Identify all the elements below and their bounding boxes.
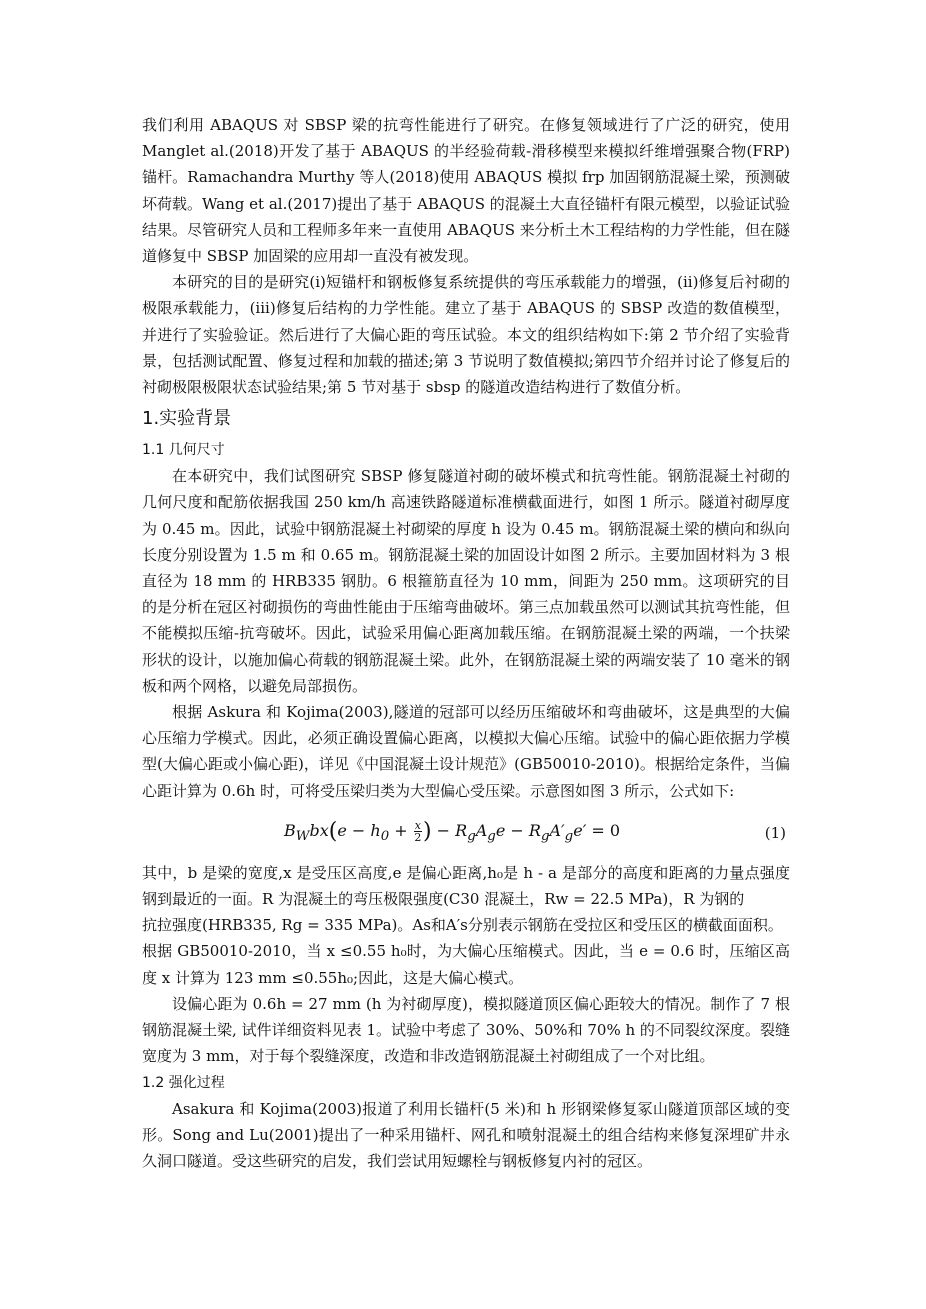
paragraph-reinforcement: Asakura 和 Kojima(2003)报道了利用长锚杆(5 米)和 h 形钢梁修复冢山隧道顶部区域的变形。Song and Lu(2001)提出了一种采用锚杆、网孔和喷射混凝土的组合结构来修复深埋矿井永久洞口隧道。受这些研究的启发，我们尝试用短螺栓与钢板修复内衬的冠区。 xyxy=(142,1099,790,1170)
section-heading-1: 1.实验背景 xyxy=(142,408,232,430)
paragraph-tensile: 抗拉强度(HRB335, Rg = 335 MPa)。As和A′s分别表示钢筋在受拉区和受压区的横截面面积。 xyxy=(142,916,783,935)
equation-number: (1) xyxy=(764,823,786,842)
paragraph-intro-1: 我们利用 ABAQUS 对 SBSP 梁的抗弯性能进行了研究。在修复领域进行了广泛的研究，使用 Manglet al.(2018)开发了基于 ABAQUS 的半经验荷载-滑移模型来模拟纤维增强聚合物(FRP)锚杆。Ramachandra Murthy 等人(2018)使用 ABAQUS 模拟 frp 加固钢筋混凝土梁，预测破坏荷载。Wang et al.(2017)提出了基于 ABAQUS 的混凝土大直径锚杆有限元模型，以验证试验结果。尽管研究人员和工程师多年来一直使用 ABAQUS 来分析土木工程结构的力学性能，但在隧道修复中 SBSP 加固梁的应用却一直没有被发现。 xyxy=(142,116,790,266)
paper-body xyxy=(142,112,790,1174)
paragraph-where: 其中，b 是梁的宽度,x 是受压区高度,e 是偏心距离,h₀是 h - a 是部分的高度和距离的力量点强度钢到最近的一面。R 为混凝土的弯压极限强度(C30 混凝土，Rw = 22.5 MPa)，R 为钢的 xyxy=(142,863,790,909)
paragraph-specimens: 设偏心距为 0.6h = 27 mm (h 为衬砌厚度)，模拟隧道顶区偏心距较大的情况。制作了 7 根钢筋混凝土梁, 试件详细资料见表 1。试验中考虑了 30%、50%和 70% h 的不同裂纹深度。裂缝宽度为 3 mm，对于每个裂缝深度，改造和非改造钢筋混凝土衬砌组成了一个对比组。 xyxy=(142,994,790,1066)
paragraph-eccentricity: 根据 Askura 和 Kojima(2003),隧道的冠部可以经历压缩破坏和弯曲破坏，这是典型的大偏心压缩力学模式。因此，必须正确设置偏心距离，以模拟大偏心压缩。试验中的偏心距依据力学模型(大偏心距或小偏心距)，详见《中国混凝土设计规范》(GB50010-2010)。根据给定条件，当偏心距计算为 0.6h 时，可将受压梁归类为大型偏心受压梁。示意图如图 3 所示，公式如下: xyxy=(142,703,790,800)
subsection-heading-1-2: 1.2 强化过程 xyxy=(142,1074,225,1091)
equation-1 xyxy=(142,810,790,856)
paragraph-intro-2: 本研究的目的是研究(i)短锚杆和钢板修复系统提供的弯压承载能力的增强，(ii)修复后衬砌的极限承载能力，(iii)修复后结构的力学性能。建立了基于 ABAQUS 的 SBSP 改造的数值模型，并进行了实验验证。然后进行了大偏心距的弯压试验。本文的组织结构如下:第 2 节介绍了实验背景，包括测试配置、修复过程和加载的描述;第 3 节说明了数值模拟;第四节介绍并讨论了修复后的衬砌极限极限状态试验结果;第 5 节对基于 sbsp 的隧道改造结构进行了数值分析。 xyxy=(142,273,790,397)
equation-formula: $B_Wbx(e - h_0$ + $\frac{x}{2}$ ) − $R_gA_ge - R_gA'_ge' = 0$ xyxy=(284,818,621,845)
paragraph-geometry: 在本研究中，我们试图研究 SBSP 修复隧道衬砌的破坏模式和抗弯性能。钢筋混凝土衬砌的几何尺度和配筋依据我国 250 km/h 高速铁路隧道标准横截面进行，如图 1 所示。隧道衬砌厚度为 0.45 m。因此，试验中钢筋混凝土衬砌梁的厚度 h 设为 0.45 m。钢筋混凝土梁的横向和纵向长度分别设置为 1.5 m 和 0.65 m。钢筋混凝土梁的加固设计如图 2 所示。主要加固材料为 3 根直径为 18 mm 的 HRB335 钢肋。6 根箍筋直径为 10 mm，间距为 250 mm。这项研究的目的是分析在冠区衬砌损伤的弯曲性能由于压缩弯曲破坏。第三点加载虽然可以测试其抗弯性能，但不能模拟压缩-抗弯破坏。因此，试验采用偏心距离加载压缩。在钢筋混凝土梁的两端，一个扶梁形状的设计，以施加偏心荷载的钢筋混凝土梁。此外，在钢筋混凝土梁的两端安装了 10 毫米的钢板和两个网格，以避免局部损伤。 xyxy=(142,467,790,695)
paragraph-gb-check: 根据 GB50010-2010，当 x ≤0.55 h₀时，为大偏心压缩模式。因此，当 e = 0.6 时，压缩区高度 x 计算为 123 mm ≤0.55h₀;因此，这是大偏心模式。 xyxy=(142,942,790,987)
subsection-heading-1-1: 1.1 几何尺寸 xyxy=(142,442,225,459)
